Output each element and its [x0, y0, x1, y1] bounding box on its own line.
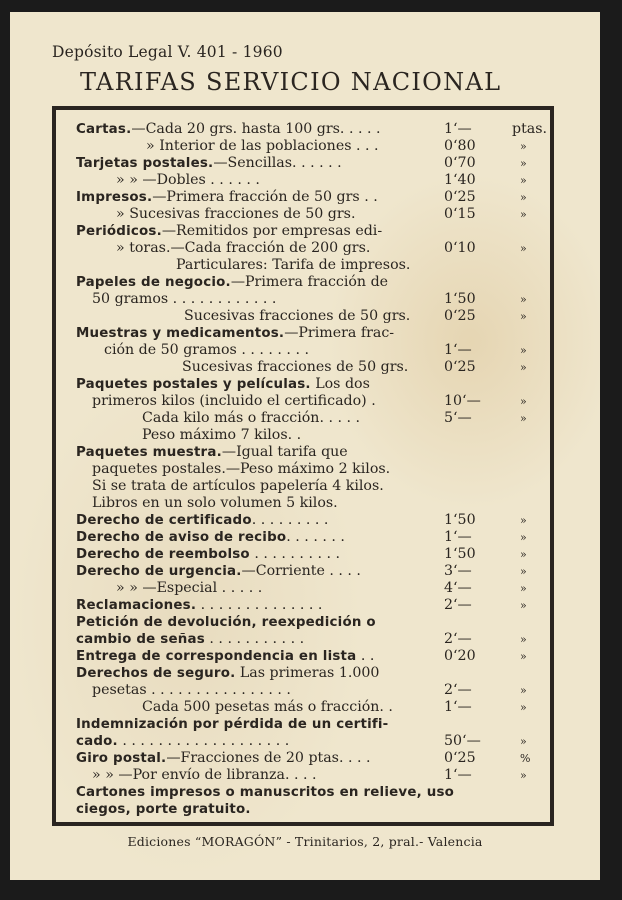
rate-unit: »: [520, 242, 527, 255]
rate-unit: »: [520, 599, 527, 612]
rate-price: 10‘—: [444, 393, 481, 409]
rate-unit: »: [520, 293, 527, 306]
rate-description: [92, 495, 338, 512]
rate-description: [92, 682, 291, 699]
rate-description: [76, 155, 342, 172]
rate-row: [76, 291, 546, 308]
rate-row: [76, 172, 546, 189]
rate-price: 1‘—: [444, 529, 472, 545]
rate-description: [76, 750, 371, 767]
rate-text: » toras.—Cada fracción de 200 grs.: [116, 240, 371, 256]
rate-price: 0‘25: [444, 750, 476, 766]
rate-price: 50‘—: [444, 733, 481, 749]
rates-list: [76, 121, 546, 818]
rate-heading: Periódicos.: [76, 224, 162, 239]
rate-unit: »: [520, 395, 527, 408]
rate-description: [116, 580, 262, 597]
rate-row: [76, 733, 546, 750]
rate-row: [76, 240, 546, 257]
rate-text: Sucesivas fracciones de 50 grs.: [184, 308, 411, 324]
rate-price: 0‘20: [444, 648, 476, 664]
rate-text: —Fracciones de 20 ptas. . . .: [166, 750, 371, 766]
rate-heading: Derecho de aviso de recibo: [76, 530, 287, 545]
rate-description: [76, 733, 289, 750]
rate-description: [76, 597, 322, 614]
rate-description: [76, 529, 345, 546]
rate-description: [92, 461, 390, 478]
rate-price: 5‘—: [444, 410, 472, 426]
rate-heading: cambio de señas: [76, 632, 205, 647]
rate-price: 4‘—: [444, 580, 472, 596]
rate-row: [76, 359, 546, 376]
rate-row: [76, 121, 546, 138]
rate-price: 0‘25: [444, 308, 476, 324]
rate-row: [76, 325, 546, 342]
rate-description: [76, 376, 370, 393]
rate-description: [76, 716, 388, 733]
rate-description: [76, 121, 381, 138]
rate-unit: »: [520, 650, 527, 663]
rate-text: Cada 500 pesetas más o fracción. .: [142, 699, 393, 715]
rate-description: [76, 631, 304, 648]
rate-unit: »: [520, 582, 527, 595]
rate-description: [76, 665, 379, 682]
rate-description: [184, 308, 410, 325]
rate-row: [76, 546, 546, 563]
rate-description: [76, 223, 382, 240]
rate-heading: Cartones impresos o manuscritos en relieve, uso: [76, 785, 455, 800]
rate-unit: »: [520, 174, 527, 187]
rate-description: [92, 478, 384, 495]
rate-description: [176, 257, 410, 274]
rate-row: [76, 427, 546, 444]
rate-heading: Papeles de negocio.: [76, 275, 231, 290]
rate-price: 1‘—: [444, 699, 472, 715]
rate-text: » Sucesivas fracciones de 50 grs.: [116, 206, 356, 222]
rate-row: [76, 410, 546, 427]
rate-heading: Giro postal.: [76, 751, 167, 766]
rate-unit: »: [520, 565, 527, 578]
rate-text: » » —Por envío de libranza. . . .: [92, 767, 317, 783]
rate-unit: »: [520, 531, 527, 544]
rate-description: [142, 699, 393, 716]
rate-row: [76, 580, 546, 597]
rate-text: —Primera fracción de: [230, 274, 389, 290]
rate-row: [76, 750, 546, 767]
rate-heading: Tarjetas postales.: [76, 156, 214, 171]
rate-price: 1‘50: [444, 512, 476, 528]
rate-description: [104, 342, 309, 359]
rate-price: 1‘—: [444, 342, 472, 358]
rate-row: [76, 648, 546, 665]
rate-price: 1‘—: [444, 767, 472, 783]
rate-row: [76, 444, 546, 461]
rate-unit: »: [520, 633, 527, 646]
rate-text: Si se trata de artículos papelería 4 kilos.: [92, 478, 384, 494]
rate-row: [76, 376, 546, 393]
rate-description: [182, 359, 408, 376]
rate-price: 0‘80: [444, 138, 476, 154]
rate-row: [76, 478, 546, 495]
rate-unit: »: [520, 412, 527, 425]
rate-price: 2‘—: [444, 597, 472, 613]
rate-price: 1‘—: [444, 121, 472, 137]
rate-text: ción de 50 gramos . . . . . . . .: [104, 342, 309, 358]
rate-description: [116, 240, 370, 257]
legal-deposit-line: Depósito Legal V. 401 - 1960: [52, 43, 283, 61]
rate-description: [92, 767, 317, 784]
rate-heading: cado.: [76, 734, 118, 749]
rate-row: [76, 682, 546, 699]
rate-row: [76, 716, 546, 733]
rate-price: 1‘50: [444, 546, 476, 562]
rate-heading: Indemnización por pérdida de un certifi-: [76, 717, 389, 732]
rate-row: [76, 189, 546, 206]
rate-unit: »: [520, 344, 527, 357]
rate-unit: »: [520, 157, 527, 170]
rate-heading: Derecho de reembolso: [76, 547, 250, 562]
rate-row: [76, 563, 546, 580]
rate-text: 50 gramos . . . . . . . . . . . .: [92, 291, 277, 307]
rate-heading: Derecho de certificado: [76, 513, 252, 528]
rate-row: [76, 461, 546, 478]
rate-description: [92, 393, 376, 410]
rate-text: . . . . . . . . . . . . . .: [196, 597, 323, 613]
rate-row: [76, 512, 546, 529]
rate-price: 2‘—: [444, 682, 472, 698]
rate-heading: Paquetes postales y películas.: [76, 377, 311, 392]
rate-text: » » —Dobles . . . . . .: [116, 172, 260, 188]
rate-unit: »: [520, 684, 527, 697]
rate-text: paquetes postales.—Peso máximo 2 kilos.: [92, 461, 391, 477]
rate-heading: Paquetes muestra.: [76, 445, 222, 460]
rate-description: [76, 801, 251, 818]
rate-heading: Derecho de urgencia.: [76, 564, 242, 579]
rate-price: 3‘—: [444, 563, 472, 579]
rate-row: [76, 529, 546, 546]
rate-unit: »: [520, 361, 527, 374]
rate-description: [76, 546, 340, 563]
rate-price: 0‘25: [444, 189, 476, 205]
rate-unit: »: [520, 701, 527, 714]
rate-text: » Interior de las poblaciones . . .: [146, 138, 379, 154]
rate-unit: »: [520, 140, 527, 153]
rate-row: [76, 393, 546, 410]
rate-description: [142, 427, 301, 444]
rate-unit: %: [520, 752, 531, 765]
card-title: TARIFAS SERVICIO NACIONAL: [80, 68, 502, 96]
rate-text: Peso máximo 7 kilos. .: [142, 427, 302, 443]
rate-heading: Cartas.: [76, 122, 132, 137]
rate-text: Sucesivas fracciones de 50 grs.: [182, 359, 409, 375]
rate-row: [76, 597, 546, 614]
rate-price: 1‘40: [444, 172, 476, 188]
rate-row: [76, 665, 546, 682]
rate-description: [76, 189, 378, 206]
rate-text: —Primera fracción de 50 grs . .: [152, 189, 378, 205]
rate-row: [76, 138, 546, 155]
rate-row: [76, 155, 546, 172]
rate-text: —Sencillas. . . . . .: [213, 155, 342, 171]
rate-text: pesetas . . . . . . . . . . . . . . . .: [92, 682, 291, 698]
rate-text: » » —Especial . . . . .: [116, 580, 263, 596]
rate-description: [76, 444, 348, 461]
rate-text: . . . . . . . . . . .: [204, 631, 305, 647]
rate-row: [76, 257, 546, 274]
rate-row: [76, 495, 546, 512]
rate-heading: Reclamaciones.: [76, 598, 197, 613]
rate-row: [76, 308, 546, 325]
rate-description: [76, 614, 376, 631]
rate-text: Libros en un solo volumen 5 kilos.: [92, 495, 338, 511]
rate-row: [76, 631, 546, 648]
rate-text: primeros kilos (incluido el certificado) .: [92, 393, 376, 409]
rate-text: . .: [356, 648, 375, 664]
rate-row: [76, 342, 546, 359]
rate-price: 0‘70: [444, 155, 476, 171]
rate-heading: Muestras y medicamentos.: [76, 326, 285, 341]
rate-text: Las primeras 1.000: [235, 665, 380, 681]
rate-text: . . . . . . .: [286, 529, 345, 545]
rate-unit: »: [520, 769, 527, 782]
rate-price: 0‘15: [444, 206, 476, 222]
rate-price: 0‘25: [444, 359, 476, 375]
rate-row: [76, 614, 546, 631]
rate-price: 2‘—: [444, 631, 472, 647]
rate-row: [76, 767, 546, 784]
rate-text: Cada kilo más o fracción. . . . .: [142, 410, 361, 426]
publisher-footer: Ediciones “MORAGÓN” - Trinitarios, 2, pral.- Valencia: [127, 834, 483, 849]
rate-text: . . . . . . . . . .: [249, 546, 341, 562]
rate-description: [76, 563, 361, 580]
rate-text: . . . . . . . . . . . . . . . . . . .: [117, 733, 290, 749]
rate-unit: »: [520, 208, 527, 221]
rate-text: Particulares: Tarifa de impresos.: [176, 257, 411, 273]
rate-text: —Primera frac-: [284, 325, 395, 341]
rate-heading: ciegos, porte gratuito.: [76, 802, 251, 817]
rate-row: [76, 206, 546, 223]
rate-description: [116, 206, 355, 223]
rate-price: 0‘10: [444, 240, 476, 256]
rate-text: . . . . . . . . .: [251, 512, 329, 528]
rate-price: 1‘50: [444, 291, 476, 307]
rate-text: —Remitidos por empresas edi-: [161, 223, 383, 239]
rate-unit: »: [520, 514, 527, 527]
rate-text: —Cada 20 grs. hasta 100 grs. . . . .: [131, 121, 381, 137]
rate-heading: Petición de devolución, reexpedición o: [76, 615, 376, 630]
rate-row: [76, 801, 546, 818]
rate-row: [76, 274, 546, 291]
rate-unit: »: [520, 310, 527, 323]
rate-unit: »: [520, 191, 527, 204]
rate-text: —Corriente . . . .: [241, 563, 361, 579]
rate-description: [92, 291, 276, 308]
rate-text: —Igual tarifa que: [221, 444, 348, 460]
rate-text: Los dos: [310, 376, 370, 392]
postal-rate-card: [10, 12, 600, 880]
rate-description: [76, 648, 374, 665]
rate-description: [76, 784, 454, 801]
rate-description: [76, 512, 328, 529]
rate-heading: Derechos de seguro.: [76, 666, 236, 681]
rate-description: [76, 274, 388, 291]
rate-unit: »: [520, 548, 527, 561]
rate-unit: »: [520, 735, 527, 748]
rate-row: [76, 699, 546, 716]
rate-row: [76, 784, 546, 801]
rate-description: [76, 325, 394, 342]
rate-row: [76, 223, 546, 240]
rate-heading: Entrega de correspondencia en lista: [76, 649, 357, 664]
rate-description: [116, 172, 260, 189]
rates-table-frame: [52, 106, 554, 826]
rate-description: [142, 410, 360, 427]
rate-heading: Impresos.: [76, 190, 153, 205]
rate-description: [146, 138, 379, 155]
rate-unit: ptas.: [512, 121, 548, 137]
